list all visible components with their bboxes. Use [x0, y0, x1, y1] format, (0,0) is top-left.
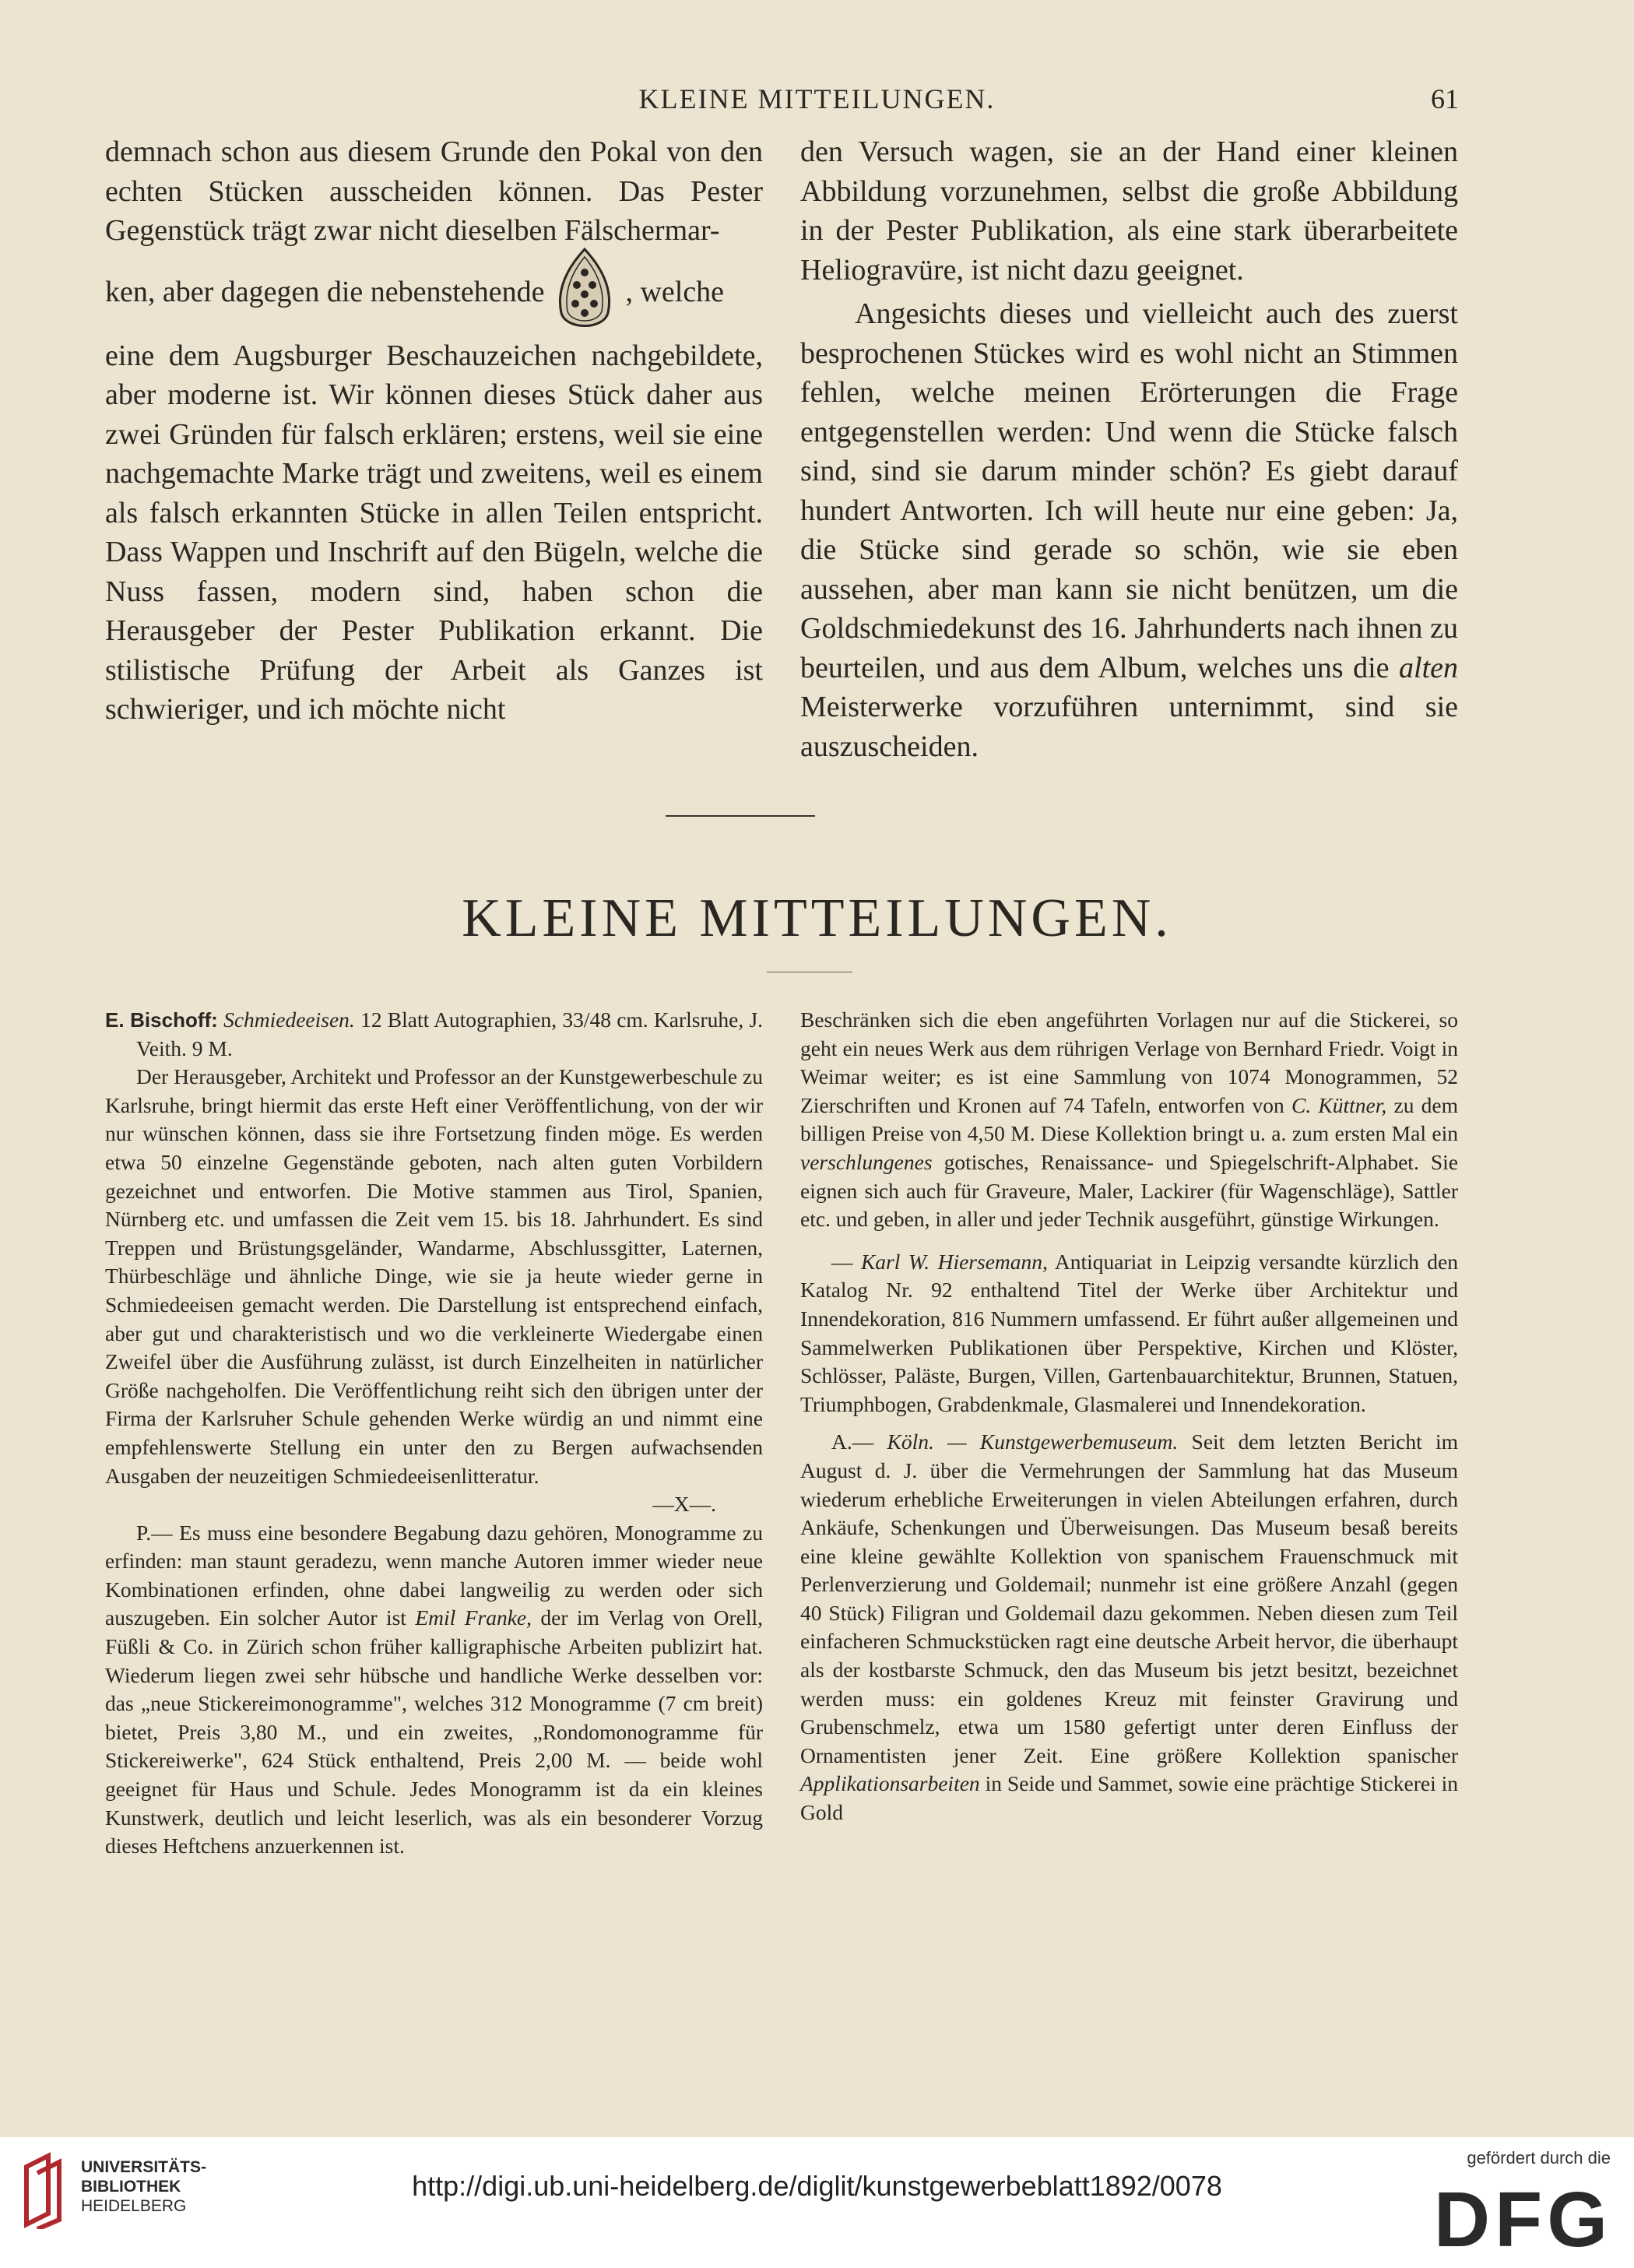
- running-head: [0, 78, 1634, 125]
- source-url-link[interactable]: http://digi.ub.uni-heidelberg.de/diglit/kunstgewerbeblatt1892/0078: [412, 2170, 1222, 2202]
- entry-franke: P.— Es muss eine besondere Begabung dazu gehören, Monogramme zu erfinden: man staunt geradezu, wenn manche Autoren immer wieder neue Kombinationen erfinden, ohne dabei langweilig zu werden oder sich auszugeben. Ein solcher Autor ist Emil Franke, der im Verlag von Orell, Füßli & Co. in Zürich schon früher kalligraphische Arbeiten publizirt hat. Wiederum liegen zwei sehr hübsche und handliche Werke desselben vor: das „neue Stickereimonogramme", welches 312 Monogramme (7 cm breit) bietet, Preis 3,80 M., und ein zweites, „Rondomonogramme für Stickereiwerke", 624 Stück enthaltend, Preis 2,00 M. — beide wohl geeignet für Haus und Schule. Jedes Monogramm ist da ein kleines Kunstwerk, deutlich und leicht leserlich, was als ein besonderer Vorzug dieses Heftchens anzuerkennen ist.: [105, 1520, 764, 1858]
- entry-hiersemann: — Karl W. Hiersemann, Antiquariat in Leipzig versandte kürzlich den Katalog Nr. 92 enthaltend Titel der Werke über Architektur und Innendekoration, 816 Nummern umfassend. Er führt außer allgemeinen und Sammelwerken Publikationen über Perspektive, Kirchen und Klöster, Schlösser, Paläste, Burgen, Villen, Gartenbauarchitektur, Brunnen, Statuen, Triumphbogen, Grabdenkmale, Glasmalerei und Innendekoration.: [800, 1249, 1458, 1416]
- entry-kuettner: Beschränken sich die eben angeführten Vorlagen nur auf die Stickerei, so geht ein neues Werk aus dem rührigen Verlage von Bernhard Friedr. Voigt in Weimar weiter; es ist eine Sammlung von 1074 Monogrammen, 52 Zierschriften und Kronen auf 74 Tafeln, entworfen von C. Küttner, zu dem billigen Preise von 4,50 M. Diese Kollektion bringt u. a. zum ersten Mal ein verschlungenes gotisches, Renaissance- und Spiegelschrift-Alphabet. Sie eignen sich auch für Graveure, Maler, Lackirer (für Wagenschläge), Sattler etc. und geben, in aller und jeder Technik ausgeführt, günstige Wirkungen.: [800, 1007, 1459, 1232]
- dfg-logo: DFG: [1433, 2176, 1612, 2263]
- upper-left-paragraph: demnach schon aus diesem Grunde den Pokal von den echten Stücken ausscheiden können. Das Pester Gegenstück trägt zwar nicht dieselben Fälschermar-: [105, 135, 763, 247]
- lower-right-column: [800, 1006, 1458, 1827]
- page-number: 61: [1431, 83, 1459, 114]
- entry-koeln: A.— Köln. — Kunstgewerbemuseum. Seit dem letzten Bericht im August d. J. über die Vermehrungen der Sammlung hat das Museum wiederum erhebliche Erweiterungen in vielen Abteilungen erfahren, durch Ankäufe, Schenkungen und Überweisungen. Das Museum besaß bereits eine kleine gewählte Kollektion von spanischem Frauenschmuck mit Perlenverzierung und Goldemail; nunmehr ist eine größere Anzahl (gegen 40 Stück) Filigran und Goldemail dazu gekommen. Neben diesen zum Teil einfacheren Schmuckstücken ragt eine deutsche Arbeit hervor, die überhaupt als der kostbarste Schmuck, den das Museum bis jetzt besitzt, bezeichnet werden muss: ein goldenes Kreuz mit feinster Gravirung und Grubenschmelz, etwa um 1580 gefertigt unter deren Einfluss der Ornamentisten jener Zeit. Eine größere Kollektion spanischer Applikationsarbeiten in Seide und Sammet, sowie eine prächtige Stickerei in Gold: [800, 1429, 1459, 1825]
- section-title: KLEINE MITTEILUNGEN.: [462, 888, 1172, 948]
- upper-right-paragraph: den Versuch wagen, sie an der Hand einer kleinen Abbildung vorzunehmen, selbst die große Abbildung in der Pester Publikation, als eine stark überarbeitete Heliogravüre, ist nicht dazu geeignet.: [800, 135, 1458, 287]
- upper-right-paragraph-2: Angesichts dieses und vielleicht auch des zuerst besprochenen Stückes wird es wohl nicht an Stimmen fehlen, welche meinen Erörterungen die Frage entgegenstellen werden: Und wenn die Stücke falsch sind, sind sie darum minder schön? Es giebt darauf hundert Antworten. Ich will heute nur eine geben: Ja, die Stücke sind gerade so schön, wie sie eben aussehen, aber man kann sie nicht benützen, um die Goldschmiedekunst des 16. Jahrhunderts nach ihnen zu beurteilen, und aus dem Album, welches uns die alten Meisterwerke vorzuführen unternimmt, sind sie auszuscheiden.: [800, 297, 1458, 763]
- mark-line: [105, 246, 763, 339]
- augsburg-mark-icon: [552, 246, 617, 339]
- entry-title: Schmiedeeisen.: [223, 1007, 355, 1032]
- digitization-footer: [0, 2137, 1634, 2268]
- section-divider: [666, 815, 815, 817]
- entry-bischoff: E. Bischoff: Schmiedeeisen. 12 Blatt Autographien, 33/48 cm. Karlsruhe, J. Veith. 9 M.: [105, 1007, 764, 1060]
- entry-bischoff-body: Der Herausgeber, Architekt und Professor an der Kunstgewerbeschule zu Karlsruhe, bringt hiermit das erste Heft einer Veröffentlichung, von der wir nur wünschen können, dass sie ihre Fortsetzung finden möge. Es werden etwa 50 einzelne Gegenstände geboten, nach alten guten Vorbildern gezeichnet und entworfen. Die Motive stammen aus Tirol, Spanien, Nürnberg etc. und umfassen die Zeit vem 15. bis 18. Jahrhundert. Es sind Treppen und Brüstungsgeländer, Wandarme, Abschlussgitter, Laternen, Thürbeschläge und ähnliche Dinge, wie sie ja heute wieder gerne in Schmiedeeisen gemacht werden. Die Darstellung ist entsprechend einfach, aber gut und charakteristisch und wo die verkleinerte Wiedergabe einen Zweifel über die Ausführung zulässt, ist durch Einzelheiten in natürlicher Größe nachgeholfen. Die Veröffentlichung reiht sich den übrigen unter der Firma der Karlsruher Schule gehenden Werke würdig an und nimmt eine empfehlenswerte Stellung ein unter den zu Bergen aufwachsenden Ausgaben der neuzeitigen Schmiedeeisenlitteratur.: [105, 1064, 763, 1488]
- upper-right-column: [800, 132, 1458, 766]
- upper-left-column: [105, 132, 763, 730]
- mark-text-before: ken, aber dagegen die nebenstehende: [105, 276, 545, 309]
- library-name: UNIVERSITÄTS- BIBLIOTHEK HEIDELBERG: [81, 2158, 207, 2215]
- mark-text-after: , welche: [625, 276, 725, 309]
- sponsor-text: gefördert durch die: [1467, 2148, 1611, 2168]
- lower-left-column: [105, 1006, 763, 1861]
- running-title: KLEINE MITTEILUNGEN.: [638, 83, 996, 114]
- entry-signature: —X—.: [652, 1492, 716, 1517]
- upper-left-paragraph-continued: eine dem Augsburger Beschauzeichen nachgebildete, aber moderne ist. Wir können dieses Stück daher aus zwei Gründen für falsch erklären; erstens, weil sie eine nachgemachte Marke trägt und zweitens, weil es einem als falsch erkannten Stücke in allen Teilen entspricht. Dass Wappen und Inschrift auf den Bügeln, welche die Nuss fassen, modern sind, haben schon die Herausgeber der Pester Publikation erkannt. Die stilistische Prüfung der Arbeit als Ganzes ist schwieriger, und ich möchte nicht: [105, 339, 763, 726]
- entry-author: E. Bischoff:: [105, 1008, 218, 1032]
